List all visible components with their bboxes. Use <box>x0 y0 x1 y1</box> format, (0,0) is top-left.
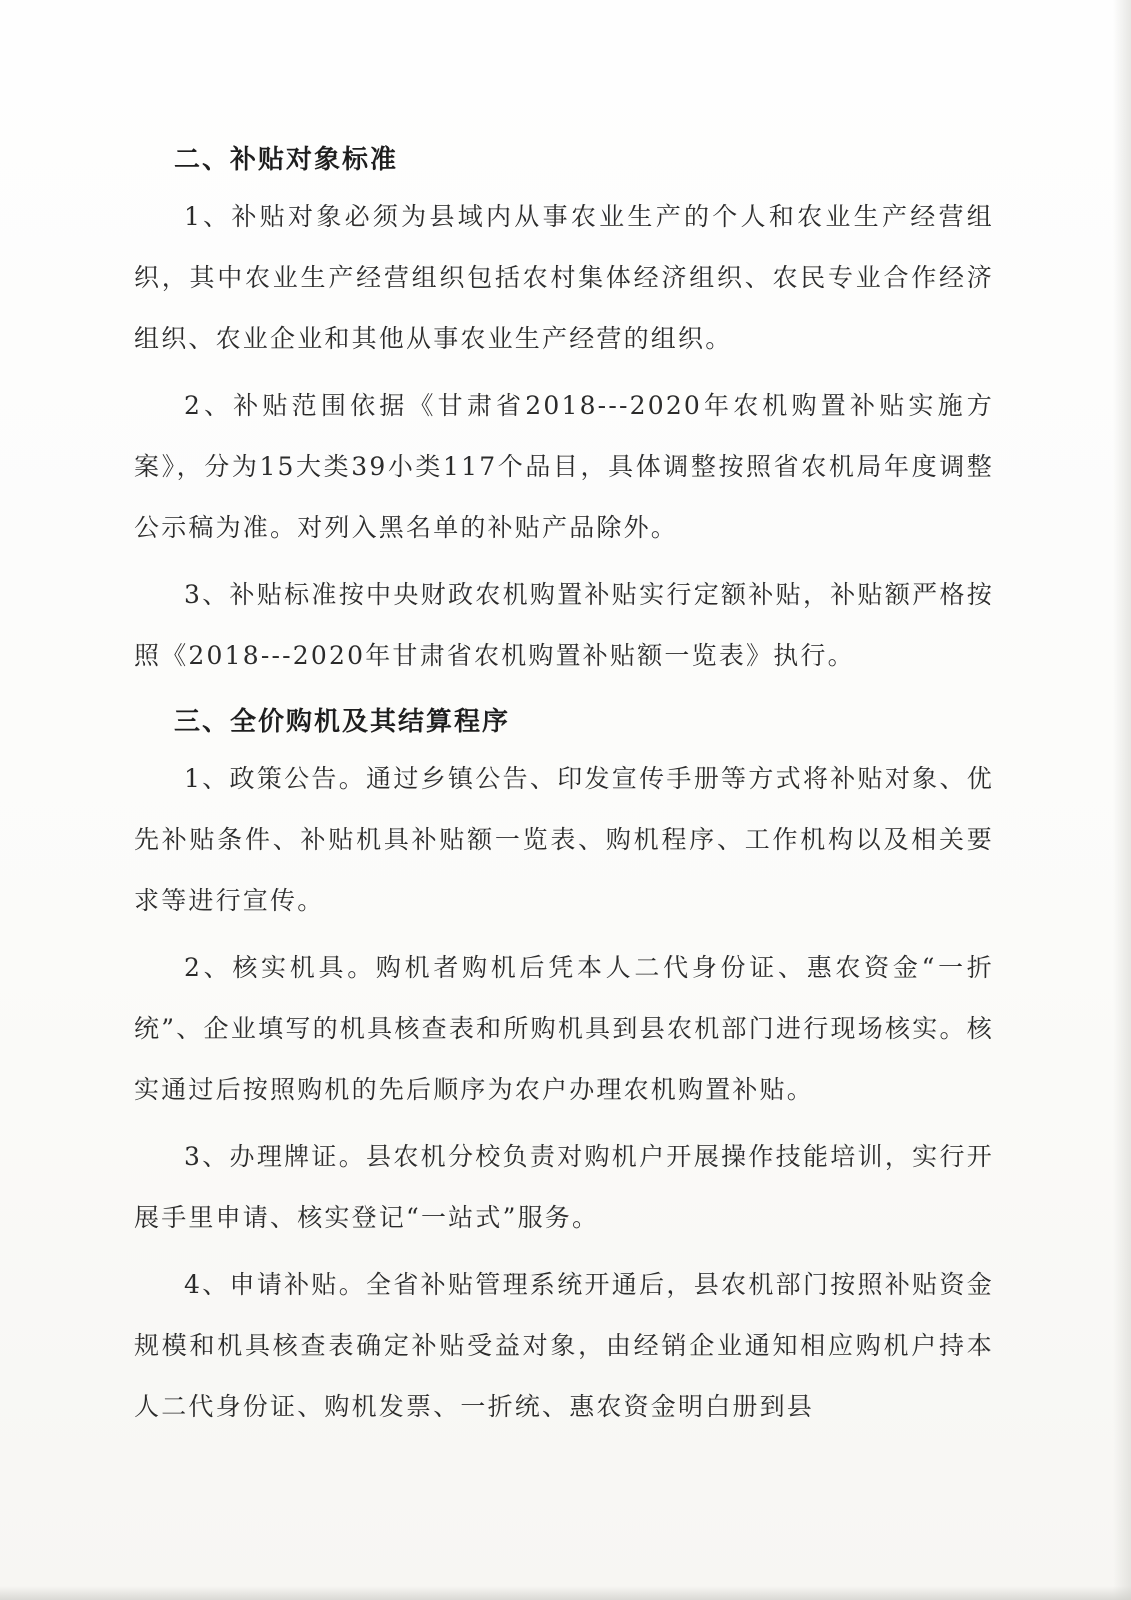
paragraph-verify-machinery: 2、核实机具。购机者购机后凭本人二代身份证、惠农资金“一折统”、企业填写的机具核查表和所购机具到县农机部门进行现场核实。核实通过后按照购机的先后顺序为农户办理农机购置补贴。 <box>134 953 994 1104</box>
document-body <box>134 140 994 1437</box>
paragraph-subsidy-standard: 3、补贴标准按中央财政农机购置补贴实行定额补贴，补贴额严格按照《2018---2020年甘肃省农机购置补贴额一览表》执行。 <box>134 580 994 670</box>
paragraph-license-processing: 3、办理牌证。县农机分校负责对购机户开展操作技能培训，实行开展手里申请、核实登记“一站式”服务。 <box>134 1142 994 1232</box>
paragraph-apply-subsidy: 4、申请补贴。全省补贴管理系统开通后，县农机部门按照补贴资金规模和机具核查表确定补贴受益对象，由经销企业通知相应购机户持本人二代身份证、购机发票、一折统、惠农资金明白册到县 <box>134 1270 994 1421</box>
page-edge-shadow <box>1113 0 1131 1600</box>
paragraph-policy-announcement: 1、政策公告。通过乡镇公告、印发宣传手册等方式将补贴对象、优先补贴条件、补贴机具补贴额一览表、购机程序、工作机构以及相关要求等进行宣传。 <box>134 764 994 915</box>
paragraph-subsidy-object: 1、补贴对象必须为县域内从事农业生产的个人和农业生产经营组织，其中农业生产经营组织包括农村集体经济组织、农民专业合作经济组织、农业企业和其他从事农业生产经营的组织。 <box>134 202 994 353</box>
paragraph-subsidy-scope: 2、补贴范围依据《甘肃省2018---2020年农机购置补贴实施方案》，分为15大类39小类117个品目，具体调整按照省农机局年度调整公示稿为准。对列入黑名单的补贴产品除外。 <box>134 391 994 542</box>
section-heading-settlement-procedure: 三、全价购机及其结算程序 <box>174 707 511 737</box>
section-heading-subsidy-standard: 二、补贴对象标准 <box>174 145 399 175</box>
page-bottom-shadow <box>0 1586 1131 1600</box>
